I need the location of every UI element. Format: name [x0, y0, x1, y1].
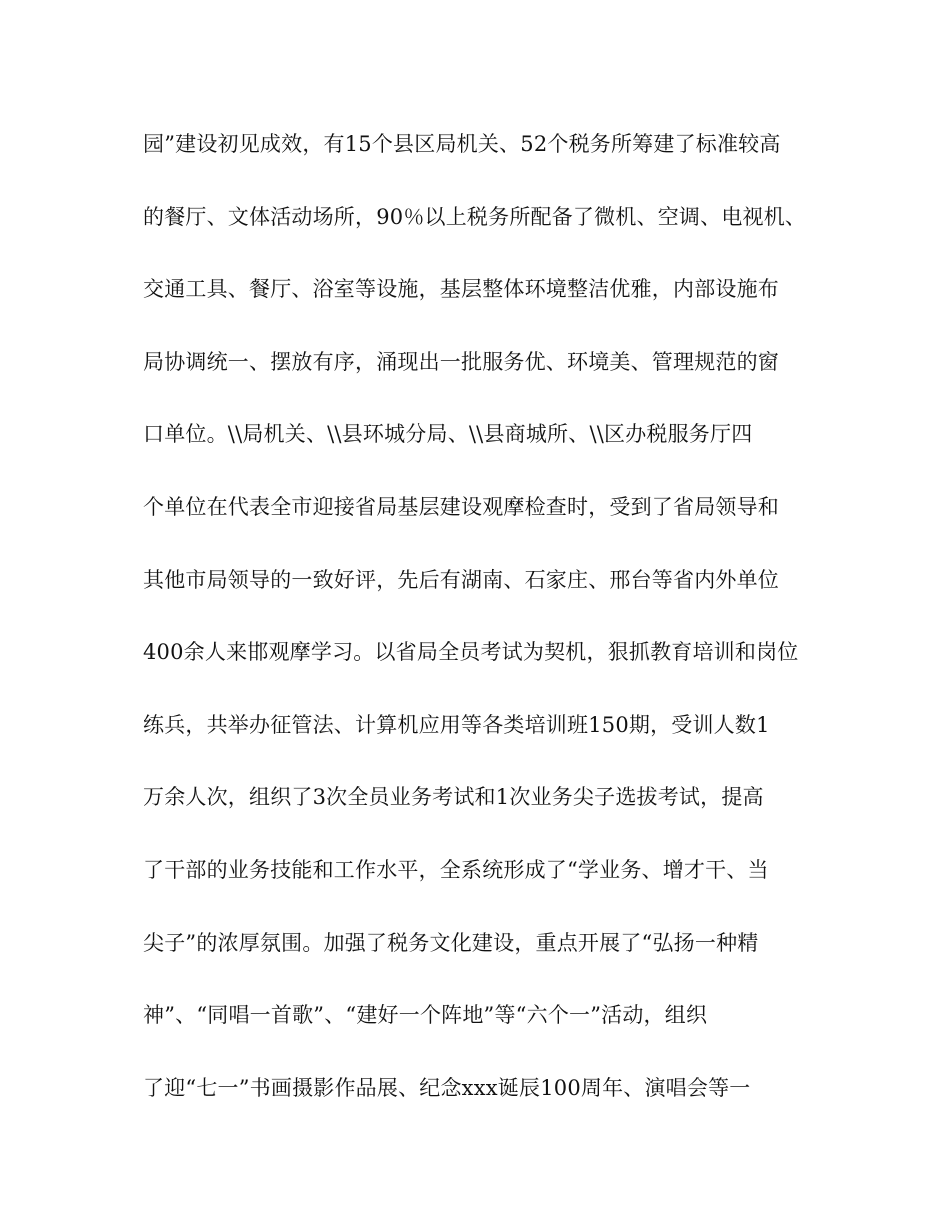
text-line: 了迎“七一”书画摄影作品展、纪念xxx诞辰100周年、演唱会等一	[143, 1075, 751, 1100]
text-line: 口单位。\\局机关、\\县环城分局、\\县商城所、\\区办税服务厅四	[143, 422, 753, 447]
body-paragraph	[143, 122, 823, 1138]
text-line: 练兵，共举办征管法、计算机应用等各类培训班150期，受训人数1	[143, 712, 770, 737]
text-line: 尖子”的浓厚氛围。加强了税务文化建设，重点开展了“弘扬一种精	[143, 930, 759, 955]
text-line: 神”、“同唱一首歌”、“建好一个阵地”等“六个一”活动，组织	[143, 1003, 708, 1028]
text-line: 了干部的业务技能和工作水平，全系统形成了“学业务、增才干、当	[143, 857, 769, 882]
text-line: 园”建设初见成效，有15个县区局机关、52个税务所筹建了标准较高	[143, 132, 781, 156]
text-line: 400余人来邯观摩学习。以省局全员考试为契机，狠抓教育培训和岗位	[143, 640, 799, 665]
text-line: 交通工具、餐厅、浴室等设施，基层整体环境整洁优雅，内部设施布	[143, 277, 779, 302]
text-line: 万余人次，组织了3次全员业务考试和1次业务尖子选拔考试，提高	[143, 785, 764, 810]
text-line: 局协调统一、摆放有序，涌现出一批服务优、环境美、管理规范的窗	[143, 349, 779, 374]
text-line: 的餐厅、文体活动场所，90％以上税务所配备了微机、空调、电视机、	[143, 204, 807, 229]
text-line: 个单位在代表全市迎接省局基层建设观摩检查时，受到了省局领导和	[143, 494, 779, 519]
text-line: 其他市局领导的一致好评，先后有湖南、石家庄、邢台等省内外单位	[143, 567, 779, 592]
